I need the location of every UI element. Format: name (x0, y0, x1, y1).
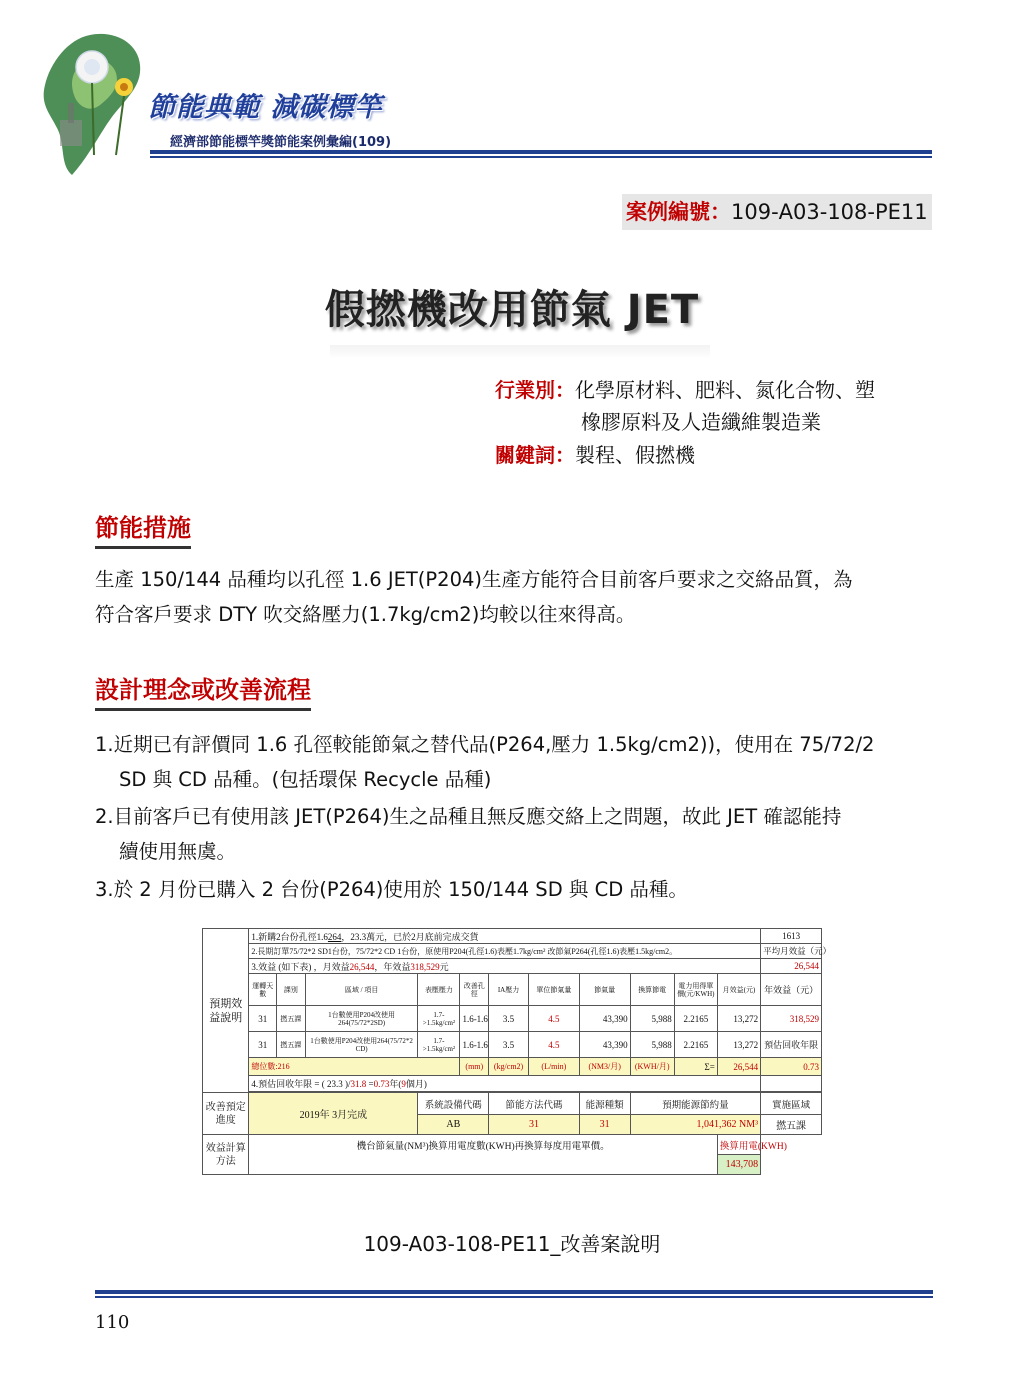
col-header-section: 課別 (277, 974, 306, 1006)
case-number-label: 案例編號： (626, 200, 731, 224)
design-item-2-line-2: 續使用無虞。 (119, 840, 237, 863)
code-header-method: 節能方法代碼 (489, 1093, 580, 1115)
table-cell: 3.5 (489, 1032, 529, 1058)
sum-value: 26,544 (717, 1058, 760, 1076)
code-value-system: AB (418, 1115, 489, 1135)
table-cell: 2.2165 (674, 1032, 717, 1058)
schedule-value: 2019年 3月完成 (249, 1093, 418, 1135)
avg-month-benefit-value: 26,544 (761, 959, 822, 974)
table-cell: 13,272 (717, 1006, 760, 1032)
code-value-saving: 1,041,362 NM³ (630, 1115, 761, 1135)
col-header-power-saving: 換算節電 (630, 974, 674, 1006)
code-header-energy: 能源種類 (579, 1093, 630, 1115)
col-header-days: 運轉天數 (249, 974, 277, 1006)
table-cell: 撚五課 (277, 1006, 306, 1032)
header-slogan: 節能典範 減碳標竿 (148, 92, 383, 123)
improvement-table (202, 928, 832, 1212)
industry-label: 行業別： (495, 378, 575, 402)
table-cell: 43,390 (579, 1006, 630, 1032)
code-value-area: 撚五課 (761, 1115, 822, 1135)
case-number-box (622, 194, 932, 230)
table-cell: 1.7->1.5kg/cm² (418, 1006, 460, 1032)
calc-method-text: 機台節氣量(NM³)換算用電度數(KWH)再換算每度用電單價。 (249, 1135, 717, 1175)
table-cell: 1.7->1.5kg/cm² (418, 1032, 460, 1058)
design-item-1-line-1: 1.近期已有評價同 1.6 孔徑較能節氣之替代品(P264,壓力 1.5kg/cm2))，使用在 75/72/2 (95, 733, 875, 756)
table-cell: 4.5 (528, 1032, 579, 1058)
unit-kwh: (KWH/月) (630, 1058, 674, 1076)
footer-rule-thin (95, 1296, 933, 1298)
units-left: 總位數:216 (249, 1058, 460, 1076)
table-cell: 5,988 (630, 1006, 674, 1032)
col-header-aperture: 改善孔徑 (460, 974, 489, 1006)
measures-line-1: 生產 150/144 品種均以孔徑 1.6 JET(P204)生產方能符合目前客戶要求之交絡品質，為 (95, 568, 853, 591)
table-row-4: 4.預估回收年限 = ( 23.3 )/31.8 =0.73年(9個月) (249, 1076, 761, 1092)
payback-label: 預估回收年限 (761, 1032, 822, 1058)
table-cell: 撚五課 (277, 1032, 306, 1058)
measures-line-2: 符合客戶要求 DTY 吹交絡壓力(1.7kg/cm2)均較以往來得高。 (95, 603, 636, 626)
table-cell: 31 (249, 1032, 277, 1058)
header-rule-thin (150, 156, 932, 158)
expected-benefit-label: 預期效益說明 (203, 929, 249, 1093)
title-reflection (330, 345, 710, 359)
keywords-value: 製程、假撚機 (575, 443, 695, 467)
col-header-month-benefit: 月效益(元) (717, 974, 760, 1006)
table-row-3: 3.效益 (如下表) ，月效益26,544，年效益318,529元 (249, 959, 761, 974)
col-header-unit-price: 電力用得單價(元/KWH) (674, 974, 717, 1006)
col-header-unit-saving: 單位節氣量 (528, 974, 579, 1006)
section-title-design: 設計理念或改善流程 (95, 670, 311, 711)
code-value-method: 31 (489, 1115, 580, 1135)
design-item-1-line-2: SD 與 CD 品種。(包括環保 Recycle 品種) (119, 768, 492, 791)
industry-row (495, 376, 875, 404)
schedule-label: 改善預定進度 (203, 1093, 249, 1135)
keywords-label: 關鍵詞： (495, 443, 575, 467)
header-rule (150, 150, 932, 154)
year-benefit-value: 318,529 (761, 1006, 822, 1032)
section-title-measures: 節能措施 (95, 508, 191, 549)
header-subtitle: 經濟部節能標竿獎節能案例彙編(109) (170, 135, 392, 150)
table-cell: 2.2165 (674, 1006, 717, 1032)
table-caption: 109-A03-108-PE11_改善案說明 (363, 1232, 661, 1256)
page-title: 假撚機改用節氣 JET (324, 287, 700, 333)
calc-method-label: 效益計算方法 (203, 1135, 249, 1175)
footer-rule (95, 1290, 933, 1294)
table-cell: 1台數使用P204改使用264(75/72*2 CD) (305, 1032, 418, 1058)
case-number-value: 109-A03-108-PE11 (731, 200, 928, 224)
unit-lmin: (L/min) (528, 1058, 579, 1076)
table-cell: 13,272 (717, 1032, 760, 1058)
keywords-row (495, 441, 695, 469)
table-cell: 1.6-1.6 (460, 1006, 489, 1032)
payback-value: 0.73 (761, 1058, 822, 1076)
table-cell: 31 (249, 1006, 277, 1032)
table-cell: 1台數使用P204改使用264(75/72*2SD) (305, 1006, 418, 1032)
unit-kg: (kg/cm2) (489, 1058, 529, 1076)
code-header-system: 系統設備代碼 (418, 1093, 489, 1115)
col-header-air-saving: 節氣量 (579, 974, 630, 1006)
code-value-energy: 31 (579, 1115, 630, 1135)
code-header-area: 實施區域 (761, 1093, 822, 1115)
industry-row-2 (581, 408, 821, 436)
calc-right-value: 143,708 (717, 1155, 760, 1175)
table-row-2: 2.長期訂單75/72*2 SD1台份，75/72*2 CD 1台份，原使用P204(孔徑1.6)表壓1.7kg/cm² 改節氣P264(孔徑1.6)表壓1.5kg/cm2。 (249, 944, 761, 959)
table-cell: 1.6-1.6 (460, 1032, 489, 1058)
code-header-saving: 預期能源節約量 (630, 1093, 761, 1115)
industry-value-2: 橡膠原料及人造纖維製造業 (581, 410, 821, 434)
design-item-3-line-1: 3.於 2 月份已購入 2 台份(P264)使用於 150/144 SD 與 CD 品種。 (95, 878, 688, 901)
calc-right-label: 換算用電(KWH) (717, 1135, 760, 1155)
col-header-year-benefit: 年效益（元） (761, 974, 822, 1006)
row1-right: 1613 (761, 929, 822, 944)
design-item-2-line-1: 2.目前客戶已有使用該 JET(P264)生之品種且無反應交絡上之問題，故此 JET 確認能持 (95, 805, 842, 828)
industry-value-1: 化學原材料、肥料、氮化合物、塑 (575, 378, 875, 402)
avg-month-benefit-label: 平均月效益（元） (761, 944, 822, 959)
col-header-ia: IA壓力 (489, 974, 529, 1006)
col-header-area: 區域 / 項目 (305, 974, 418, 1006)
unit-mm: (mm) (460, 1058, 489, 1076)
table-cell-empty (761, 1076, 822, 1092)
table-row-1: 1.新購2台份孔徑1.6264，23.3萬元，已於2月底前完成交貨 (249, 929, 761, 944)
col-header-pressure: 表壓壓力 (418, 974, 460, 1006)
table-cell: 4.5 (528, 1006, 579, 1032)
unit-nm3: (NM3/月) (579, 1058, 630, 1076)
sum-label: Σ= (674, 1058, 717, 1076)
table-cell: 43,390 (579, 1032, 630, 1058)
page-number: 110 (95, 1312, 130, 1333)
table-cell: 5,988 (630, 1032, 674, 1058)
table-cell: 3.5 (489, 1006, 529, 1032)
